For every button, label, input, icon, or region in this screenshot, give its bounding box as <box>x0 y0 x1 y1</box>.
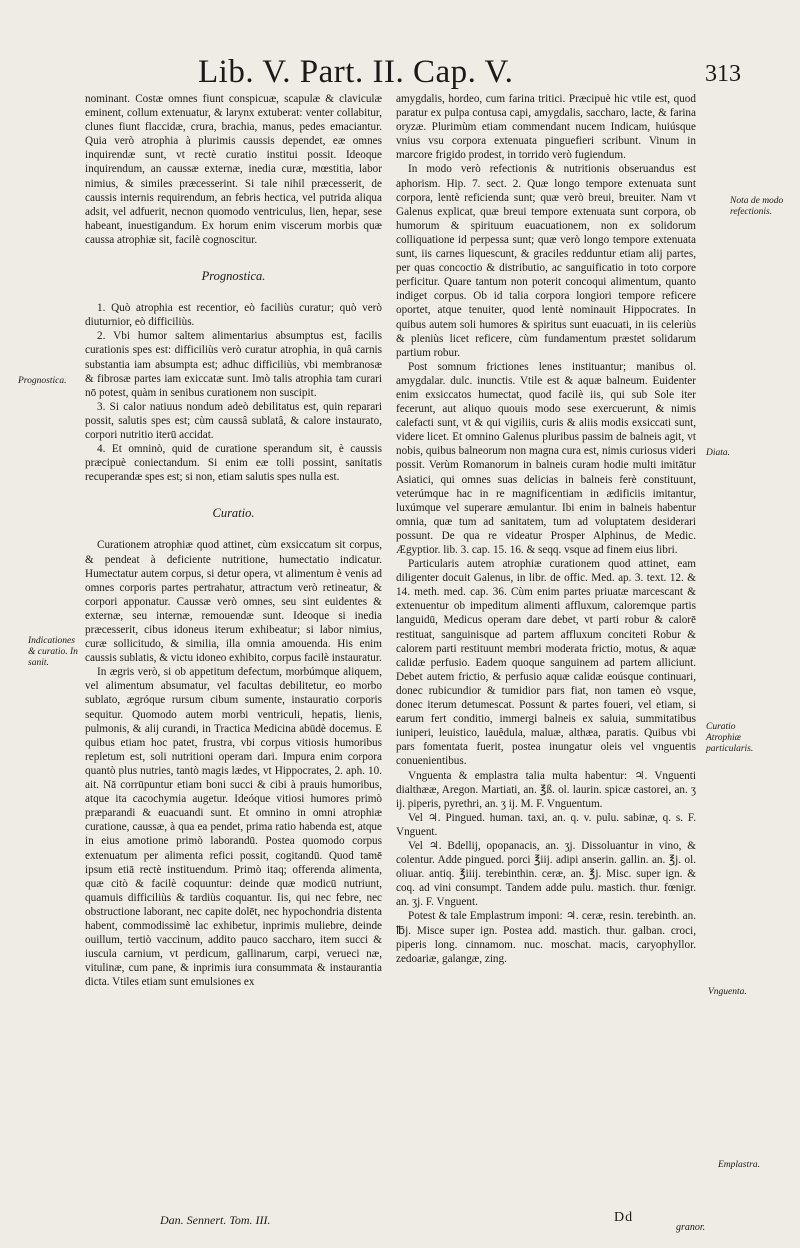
footer-author-line: Dan. Sennert. Tom. III. <box>160 1213 271 1227</box>
section-heading-prognostica: Prognostica. <box>201 269 266 284</box>
paragraph-particularis: Particularis autem atrophiæ curationem quod attinet, eam diligenter docuit Galenus, in libr. de offic. Med. ap. 3. text. 12. & 14. meth. med. cap. 36. Cùm enim partes priuatæ marcescant & extenuentur ob impeditum alimenti affluxum, caloremque partis languidū, Medicus operam dare debet, vt parti robur & calorē restituat, sanguinisque ad partem affluxum conciteti Robur & calorem parti restituunt membri moderata frictio, motus, & aquæ calidæ perfusio. Eadem quoque sanguinem ad partem alliciunt. Debet autem frictio, & perfusio aquæ calidæ eoúsque continuari, donec rubicundior & tumidior pars fiat, non tamen eò vsque, donec iterum detumescat. Possunt & partes foueri, vel etiam, si earum fert conditio, immergi balneis ex saluia, summitatibus iuniperi, leuistico, lauêdula, maluæ, althæa, paratis. Quibus vbi pars fomentata fuerit, postea inungatur oleis vel vnguentis conuenientibus. <box>396 558 696 768</box>
margin-note-indicationes: Indicationes & curatio. In sanit. <box>28 636 78 668</box>
recipe-unguentum-2: Vel ♃. Pingued. human. taxi, an. q. v. pulu. sabinæ, q. s. F. Vnguent. <box>396 811 696 838</box>
paragraph-opening: nominant. Costæ omnes fiunt conspicuæ, scapulæ & claviculæ eminent, collum extenuatur, & larynx extuberat: venter collabitur, clunes fiunt flaccidæ, crura, brachia, manus, pedes emaciantur. Quia verò atrophia à plurimis caussis dependet, eæ omnes inquirendæ sunt, vt rectè curatio institui possit. Ideoque inquirendum, an caussæ externæ, inedia curæ, mœstitia, labor nimius, & similes præcesserint. Si tale nihil præcesserit, de caussis internis requirendum, an febris hectica, vel putrida aliqua adsit, vel adfuerit, necnon quomodo ventriculus, lien, hepar, sese habeant, inuestigandum. Ex horum enim viscerum morbis quæ caussa atrophiæ sit, facilè cognoscitur. <box>85 93 382 246</box>
page-number: 313 <box>705 61 741 87</box>
margin-note-prognostica: Prognostica. <box>18 376 67 386</box>
margin-note-diata: Diata. <box>706 448 731 458</box>
prognostic-item: 3. Si calor natiuus nondum adeò debilitatus est, quin reparari possit, salutis spes est; cùm caussâ sublatâ, & calore instaurato, corpori nutritio iterū accidat. <box>85 400 383 441</box>
left-column <box>85 92 382 989</box>
recipe-unguentum-1: Vnguenta & emplastra talia multa habentur: ♃. Vnguenti dialthææ, Aregon. Martiati, an. ℥ß. ol. laurin. spicæ castorei, an. ʒ ij. piperis, pyrethri, an. ʒ ij. M. F. Vnguentum. <box>396 769 696 810</box>
running-title: Lib. V. Part. II. Cap. V. <box>198 54 514 90</box>
paragraph-continued: amygdalis, hordeo, cum farina tritici. Præcipuè hic vtile est, quod paratur ex pulpa contusa capi, amygdalis, saccharo, lacte, & farina oryzæ. Plurimùm etiam commendant nucem Indicam, huiúsque vnius vsu corpora extenuata pinguefieri scribunt. Vinum in marcore frigido prodest, in torrido verò fugiendum. <box>396 93 696 162</box>
paragraph-refectio: In modo verò refectionis & nutritionis obseruandus est aphorism. Hip. 7. sect. 2. Quæ longo tempore extenuata sunt corpora, lentè reficienda sunt; quæ verò breui, breuiter. Nam vt Galenus explicat, quæ breui tempore extenuata sunt corpora, ob humorum & spirituum euacuationem, non ex solidorum colliquatione id perpessa sunt; quæ verò longo tempore extenuata sunt, iis carnes liquescunt, & graciles redduntur etiam alij partes, per quas concoctio & distributio, ac sanguificatio in toto corpore perficitur. Quare tantum non poterit concoqui alimentum, quanto indiget corpus. Ob id talia corpora longiori tempore reficere oportet, atque tenuiter, quod lentè nominauit Hippocrates. In quibus autem soli humores & spiritus sunt euacuati, in iis celeriùs & pleniùs licet reficere, cùm fundamentum præstet solidarum partium robur. <box>396 163 696 359</box>
margin-note-vnguenta: Vnguenta. <box>708 987 747 997</box>
paragraph-curatio: In ægris verò, si ob appetitum defectum, morbúmque aliquem, vel alimentum absumatur, vel facultas debilitetur, eo morbo sublato, ægróque rursum cibum sumente, instauratio corporis sequitur. Quomodo autem morbi ventriculi, hepatis, lienis, pulmonis, & alij curandi, in Tractica Medicina abūdè docemus. E quibus etiam hoc patet, frustra, vbi corpus vitiosis humoribus repletum est, soli nutritioni operam dari. Impura enim corpora quantò plus nutries, tantò magis lædes, vt Hippocrates, 2. aph. 10. ait. Nā corrūpuntur etiam boni succi & cibi à prauis humoribus, atque ita cacochymia augetur. Ideóque vitiosi humores primò præparandi & euacuandi sunt. Et omnino in omni atrophiæ curatione, caussæ, à qua ea pendet, prima ratio habenda est, atque in eius amotione primò laborandū. Postea quomodo corpus extenuatum per alimenta refici possit, cogitandū. Quod tamē ipsum etiā rectè instituendum. Primò itaq; offerenda alimenta, quæ citò & facilè coquuntur: deinde quæ modicū nutriunt, quamuis difficiliùs & tardiùs coquantur. Iis, qui nec febre, nec obstructione laborant, nec capite dolēt, nec hypochondria distenta habent, commodissimè lac exhibetur, inprimis muliebre, deinde ouillum, tertiò vaccinum, addito pauco saccharo, item succi & iuscula carnium, vt perdicum, gallinarum, carpi, verueci næ, vitulinæ, cum pane, & inprimis iura consummata & instaurantia dicta. Vtiles etiam sunt emulsiones ex <box>85 666 382 989</box>
prognostic-item: 1. Quò atrophia est recentior, eò faciliùs curatur; quò verò diuturnior, eò difficiliùs. <box>85 302 383 329</box>
section-heading-curatio: Curatio. <box>212 506 255 521</box>
right-column <box>396 92 696 966</box>
catchword: granor. <box>676 1222 706 1233</box>
prognostic-item: 4. Et omninò, quid de curatione sperandum sit, è caussis præcipuè coniectandum. Si enim eæ tolli possint, sanitatis recuperandæ spes est; si non, etiam salutis spes nulla est. <box>85 443 382 484</box>
recipe-unguentum-3: Vel ♃. Bdellij, opopanacis, an. ʒj. Dissoluantur in vino, & colentur. Adde pingued. porci ℥iij. adipi anserin. gallin. an. ℥j. ol. oliuar. antiq. ℥iiij. terebinthin. ceræ, an. ℥j. Misc. super ign. & coq. ad vini consumpt. Tandem adde pulu. mastich. thur. fœnigr. an. ʒj. F. Vnguent. <box>396 839 696 909</box>
prognostic-item: 2. Vbi humor saltem alimentarius absumptus est, facilis curationis spes est: difficiliùs verò curatur atrophia, in quâ carnis substantia iam absumpta est; adhuc difficiliùs, vbi membranosæ & fibrosæ partes iam exiccatæ sunt. Imò talis atrophia tam curari nō potest, quàm in senibus curationem non suscipit. <box>85 330 382 399</box>
margin-note-emplastra: Emplastra. <box>718 1160 760 1170</box>
signature-mark: Dd <box>614 1210 634 1225</box>
margin-note-curatio-particularis: Curatio Atrophiæ particularis. <box>706 722 754 754</box>
recipe-emplastrum: Potest & tale Emplastrum imponi: ♃. ceræ, resin. terebinth. an. ℔j. Misce super ign. Postea add. mastich. thur. galban. croci, piperis long. cinnamom. nuc. moschat. macis, caryophyllor. zedoariæ, galangæ, zing. <box>396 910 696 965</box>
page-header <box>0 54 800 94</box>
paragraph-curatio: Curationem atrophiæ quod attinet, cùm exsiccatum sit corpus, & pendeat à deficiente nutritione, humectatio indicatur. Humectatur autem corpus, si detur opera, vt alimentum è venis ad omnes corporis partes pertrahatur, attractum verò retineatur, & corpori apponatur. Caussæ verò omnes, seu sint euidentes & externæ, seu internæ, remouendæ sunt. Ideoque si inedia præcesserit, cibus idoneus iterum exhibeatur; si labor nimius, curæ sollicitudo, & similia, illa omnia amouenda. His enim caussis sublatis, & victu idoneo exhibito, corpus facilè instauratur. <box>85 539 382 665</box>
margin-note-nota: Nota de modo refectionis. <box>730 196 784 217</box>
paragraph-diata: Post somnum frictiones lenes instituantur; manibus ol. amygdalar. dulc. inunctis. Vtile est & aquæ balneum. Euidenter enim exsiccatos humectat, quod facilè iis, qui sub Sole iter fecerunt, aut aliquo quouis modo sese exercuerunt, & nimis calefacti sunt, vt & qui vigiliis, curis & aliis modis exsiccati sunt, videre licet. Et omnino Galenus pluribus passim de balneis agit, vt nobis, quibus balneorum non magna cura est, nimis curiosus videri possit. Verùm Romanorum in balneis curam hodie multi imitātur Asiatici, qui omnes suas delicias in balneis ferè constituunt, veterúmque hac in re magnificentiam in ædificiis imitantur, luxúmque vel superare æmulantur. Ibi enim in balneis habentur omnia, quæ tum ad sanitatem, tum ad voluptatem desiderari possunt. De qua re videatur Prosper Alphinus, de Medic. Ægyptior. lib. 3. cap. 15. 16. & seqq. vsque ad finem eius libri. <box>396 360 696 556</box>
